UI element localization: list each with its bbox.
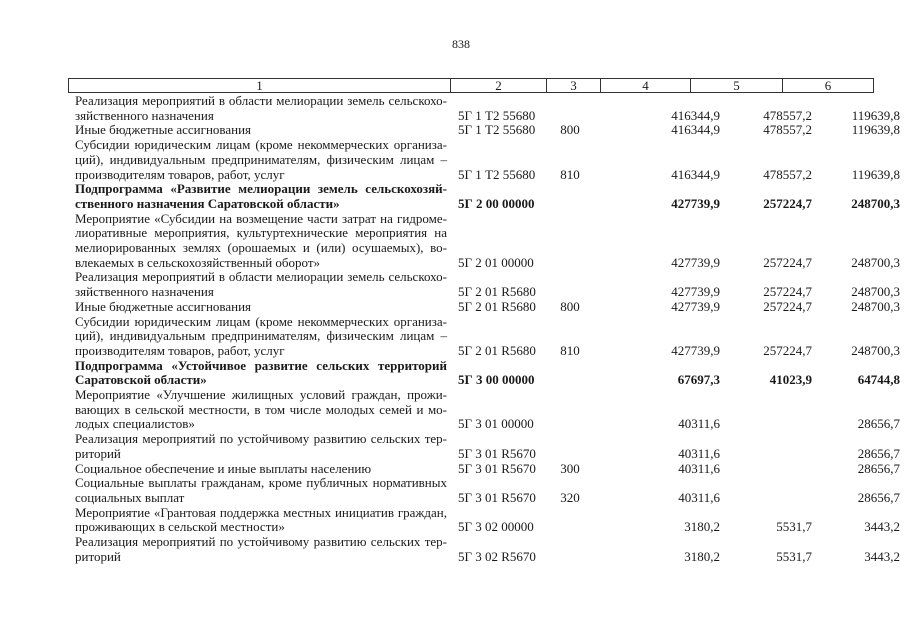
description-line: влекаемых в сельскохозяйственный оборот» bbox=[75, 254, 321, 270]
table-row bbox=[0, 462, 905, 477]
budget-code: 5Г 1 Т2 55680 bbox=[458, 107, 536, 123]
description-line: производителям товаров, работ, услуг bbox=[75, 342, 285, 358]
value-col-6: 248700,3 bbox=[851, 342, 900, 358]
row-description bbox=[75, 432, 447, 461]
description-line: Социальные выплаты гражданам, кроме публичных нормативных bbox=[75, 475, 447, 491]
row-description bbox=[75, 462, 447, 477]
description-line: Социальное обеспечение и иные выплаты населению bbox=[75, 460, 372, 476]
value-col-4: 67697,3 bbox=[677, 372, 720, 388]
row-description bbox=[75, 300, 447, 315]
value-col-4: 416344,9 bbox=[671, 107, 720, 123]
value-col-6: 28656,7 bbox=[857, 460, 900, 476]
table-row bbox=[0, 476, 905, 505]
value-col-5: 257224,7 bbox=[763, 284, 812, 300]
value-col-6: 64744,8 bbox=[857, 372, 900, 388]
expense-type: 300 bbox=[560, 460, 580, 476]
value-col-4: 40311,6 bbox=[678, 460, 720, 476]
value-col-6: 119639,8 bbox=[851, 107, 900, 123]
budget-code: 5Г 3 02 00000 bbox=[458, 519, 534, 535]
budget-code: 5Г 1 Т2 55680 bbox=[458, 122, 536, 138]
row-description bbox=[75, 212, 447, 271]
description-line: Саратовской области» bbox=[75, 372, 207, 388]
value-col-6: 28656,7 bbox=[857, 416, 900, 432]
value-col-6: 3443,2 bbox=[864, 548, 900, 564]
header-col-4: 4 bbox=[601, 79, 691, 92]
table-row bbox=[0, 388, 905, 432]
description-line: социальных выплат bbox=[75, 489, 185, 505]
table-row bbox=[0, 123, 905, 138]
table-row bbox=[0, 432, 905, 461]
row-description bbox=[75, 535, 447, 564]
description-line: Иные бюджетные ассигнования bbox=[75, 122, 252, 138]
table-row bbox=[0, 212, 905, 271]
expense-type: 800 bbox=[560, 298, 580, 314]
value-col-4: 40311,6 bbox=[678, 416, 720, 432]
budget-code: 5Г 3 01 R5670 bbox=[458, 489, 536, 505]
value-col-5: 478557,2 bbox=[763, 107, 812, 123]
budget-code: 5Г 2 01 R5680 bbox=[458, 342, 536, 358]
row-description bbox=[75, 182, 447, 211]
value-col-4: 427739,9 bbox=[671, 254, 720, 270]
header-col-1: 1 bbox=[69, 79, 451, 92]
description-line: риторий bbox=[75, 445, 121, 461]
page-number: 838 bbox=[452, 37, 470, 51]
row-description bbox=[75, 388, 447, 432]
value-col-6: 28656,7 bbox=[857, 445, 900, 461]
row-description bbox=[75, 138, 447, 182]
expense-type: 320 bbox=[560, 489, 580, 505]
header-col-3: 3 bbox=[547, 79, 601, 92]
value-col-5: 257224,7 bbox=[763, 254, 812, 270]
description-line: Иные бюджетные ассигнования bbox=[75, 298, 252, 314]
value-col-4: 40311,6 bbox=[678, 445, 720, 461]
value-col-6: 3443,2 bbox=[864, 519, 900, 535]
table-header bbox=[68, 78, 874, 93]
budget-code: 5Г 3 01 R5670 bbox=[458, 445, 536, 461]
description-line: лиоративные мероприятия, культуртехнические мероприятия на bbox=[75, 225, 447, 241]
table-row bbox=[0, 535, 905, 564]
table-row bbox=[0, 315, 905, 359]
budget-code: 5Г 3 02 R5670 bbox=[458, 548, 536, 564]
row-description bbox=[75, 123, 447, 138]
description-line: ций), индивидуальным предпринимателям, физическим лицам – bbox=[75, 328, 447, 344]
budget-code: 5Г 2 01 R5680 bbox=[458, 284, 536, 300]
budget-code: 5Г 1 Т2 55680 bbox=[458, 166, 536, 182]
value-col-5: 478557,2 bbox=[763, 122, 812, 138]
row-description bbox=[75, 359, 447, 388]
value-col-5: 257224,7 bbox=[763, 342, 812, 358]
expense-type: 810 bbox=[560, 342, 580, 358]
expense-type: 800 bbox=[560, 122, 580, 138]
description-line: Субсидии юридическим лицам (кроме некоммерческих организа- bbox=[75, 313, 447, 329]
description-line: вающих в сельской местности, в том числе молодых семей и мо- bbox=[75, 401, 447, 417]
value-col-6: 248700,3 bbox=[851, 195, 900, 211]
description-line: зяйственного назначения bbox=[75, 107, 214, 123]
budget-code: 5Г 2 00 00000 bbox=[458, 195, 535, 211]
table-row bbox=[0, 300, 905, 315]
description-line: Подпрограмма «Развитие мелиорации земель сельскохозяй- bbox=[75, 181, 447, 197]
description-line: лодых специалистов» bbox=[75, 416, 195, 432]
budget-code: 5Г 3 00 00000 bbox=[458, 372, 535, 388]
row-description bbox=[75, 315, 447, 359]
row-description bbox=[75, 270, 447, 299]
value-col-6: 248700,3 bbox=[851, 254, 900, 270]
table-row bbox=[0, 138, 905, 182]
description-line: зяйственного назначения bbox=[75, 284, 214, 300]
description-line: Субсидии юридическим лицам (кроме некоммерческих организа- bbox=[75, 137, 447, 153]
budget-code: 5Г 2 01 00000 bbox=[458, 254, 534, 270]
description-line: Реализация мероприятий в области мелиорации земель сельскохо- bbox=[75, 93, 447, 108]
value-col-4: 3180,2 bbox=[684, 519, 720, 535]
description-line: Мероприятие «Грантовая поддержка местных инициатив граждан, bbox=[75, 504, 447, 520]
description-line: Реализация мероприятий в области мелиорации земель сельскохо- bbox=[75, 269, 447, 285]
table-row bbox=[0, 270, 905, 299]
value-col-6: 248700,3 bbox=[851, 298, 900, 314]
description-line: Реализация мероприятий по устойчивому развитию сельских тер- bbox=[75, 534, 447, 550]
table-body bbox=[0, 94, 905, 565]
header-col-5: 5 bbox=[691, 79, 783, 92]
value-col-4: 427739,9 bbox=[671, 342, 720, 358]
description-line: ций), индивидуальным предпринимателям, физическим лицам – bbox=[75, 151, 447, 167]
value-col-6: 119639,8 bbox=[851, 122, 900, 138]
description-line: Реализация мероприятий по устойчивому развитию сельских тер- bbox=[75, 431, 447, 447]
row-description bbox=[75, 94, 447, 123]
table-row bbox=[0, 94, 905, 123]
row-description bbox=[75, 476, 447, 505]
value-col-5: 41023,9 bbox=[769, 372, 812, 388]
value-col-6: 119639,8 bbox=[851, 166, 900, 182]
budget-code: 5Г 3 01 R5670 bbox=[458, 460, 536, 476]
description-line: производителям товаров, работ, услуг bbox=[75, 166, 285, 182]
table-row bbox=[0, 182, 905, 211]
value-col-4: 427739,9 bbox=[671, 195, 720, 211]
budget-code: 5Г 2 01 R5680 bbox=[458, 298, 536, 314]
value-col-4: 40311,6 bbox=[678, 489, 720, 505]
value-col-4: 427739,9 bbox=[671, 284, 720, 300]
value-col-5: 257224,7 bbox=[763, 298, 812, 314]
value-col-5: 5531,7 bbox=[776, 548, 812, 564]
value-col-5: 257224,7 bbox=[763, 195, 812, 211]
description-line: мелиорированных землях (орошаемых и (или) осушаемых), во- bbox=[75, 240, 447, 256]
expense-type: 810 bbox=[560, 166, 580, 182]
row-description bbox=[75, 506, 447, 535]
budget-code: 5Г 3 01 00000 bbox=[458, 416, 534, 432]
table-row bbox=[0, 506, 905, 535]
value-col-4: 416344,9 bbox=[671, 166, 720, 182]
value-col-4: 416344,9 bbox=[671, 122, 720, 138]
table-row bbox=[0, 359, 905, 388]
value-col-4: 3180,2 bbox=[684, 548, 720, 564]
description-line: Подпрограмма «Устойчивое развитие сельских территорий bbox=[75, 357, 447, 373]
description-line: проживающих в сельской местности» bbox=[75, 519, 285, 535]
header-col-2: 2 bbox=[451, 79, 547, 92]
description-line: риторий bbox=[75, 548, 121, 564]
value-col-5: 5531,7 bbox=[776, 519, 812, 535]
value-col-4: 427739,9 bbox=[671, 298, 720, 314]
value-col-6: 248700,3 bbox=[851, 284, 900, 300]
header-col-6: 6 bbox=[824, 78, 832, 93]
description-line: Мероприятие «Субсидии на возмещение части затрат на гидроме- bbox=[75, 210, 447, 226]
description-line: Мероприятие «Улучшение жилищных условий граждан, прожи- bbox=[75, 387, 447, 403]
value-col-5: 478557,2 bbox=[763, 166, 812, 182]
description-line: ственного назначения Саратовской области» bbox=[75, 195, 340, 211]
value-col-6: 28656,7 bbox=[857, 489, 900, 505]
